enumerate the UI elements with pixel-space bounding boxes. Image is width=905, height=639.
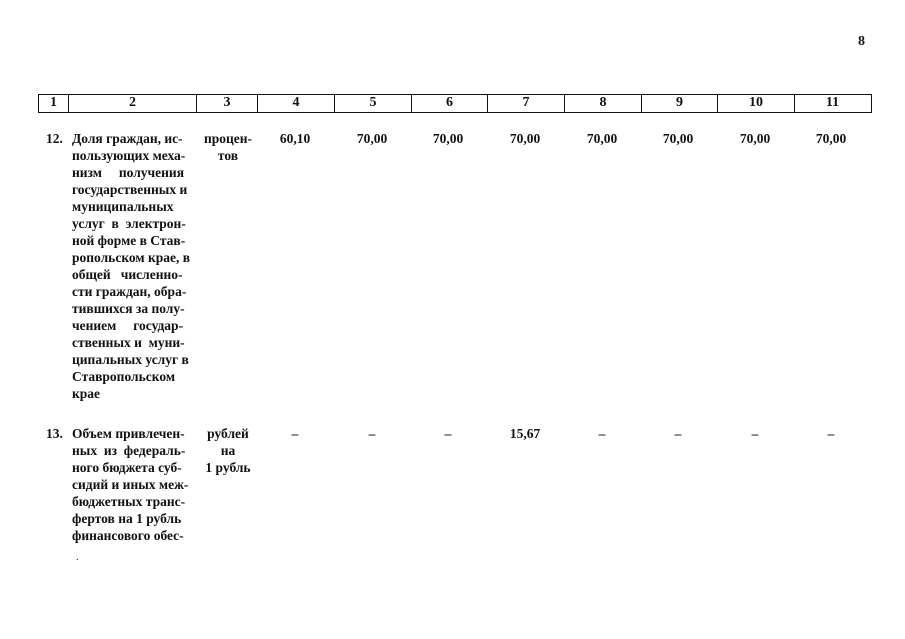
desc-line: ципальных услуг в	[72, 352, 189, 367]
desc-line: сидий и иных меж-	[72, 477, 189, 492]
header-col-1: 1	[50, 95, 57, 110]
desc-line: Ставропольском	[72, 369, 176, 384]
row-12-description	[72, 130, 196, 402]
header-col-9: 9	[641, 95, 717, 112]
row-12-col-7-value: 70,00	[509, 131, 541, 146]
desc-line: чением государ-	[72, 318, 184, 333]
header-col-2: 2	[68, 95, 196, 112]
desc-line: ных из федераль-	[72, 443, 186, 458]
row-12-col-10-value: 70,00	[739, 131, 771, 146]
row-12-col-9-value: 70,00	[662, 131, 694, 146]
header-col-3: 3	[196, 95, 257, 112]
desc-line: тившихся за полу-	[72, 301, 185, 316]
unit-line: процен-	[203, 131, 253, 146]
desc-line: муниципальных	[72, 199, 174, 214]
desc-line: ропольском крае, в	[72, 250, 191, 265]
desc-line: низм получения	[72, 165, 185, 180]
row-13-col-7-value: 15,67	[509, 426, 541, 441]
row-12-col-11-value: 70,00	[815, 131, 847, 146]
desc-line: Доля граждан, ис-	[72, 131, 183, 146]
desc-line: сти граждан, обра-	[72, 284, 187, 299]
desc-line: ной форме в Став-	[72, 233, 186, 248]
row-12-number: 12.	[46, 131, 63, 146]
unit-line: 1 рубль	[205, 460, 251, 475]
desc-line: общей численно-	[72, 267, 183, 282]
desc-line: услуг в электрон-	[72, 216, 186, 231]
unit-line: на	[220, 443, 236, 458]
header-col-11: 11	[794, 95, 870, 112]
desc-line: Объем привлечен-	[72, 426, 185, 441]
row-12-unit	[200, 130, 256, 164]
row-13-col-4-value: –	[291, 426, 299, 441]
desc-line: пользующих меха-	[72, 148, 186, 163]
row-13-number: 13.	[46, 426, 63, 441]
desc-line: ного бюджета суб-	[72, 460, 182, 475]
desc-line: фертов на 1 рубль	[72, 511, 182, 526]
unit-line: рублей	[207, 426, 249, 441]
row-12-col-5-value: 70,00	[356, 131, 388, 146]
header-col-4: 4	[257, 95, 334, 112]
row-13-col-11-value: –	[827, 426, 835, 441]
row-13-unit	[200, 425, 256, 476]
desc-line: финансового обес-	[72, 528, 184, 543]
row-13-col-9-value: –	[674, 426, 682, 441]
header-col-6: 6	[411, 95, 487, 112]
row-13-col-10-value: –	[751, 426, 759, 441]
header-col-8: 8	[564, 95, 641, 112]
column-number-header	[38, 94, 872, 113]
row-13-col-6-value: –	[444, 426, 452, 441]
header-col-5: 5	[334, 95, 411, 112]
row-12-col-4-value: 60,10	[279, 131, 311, 146]
trailing-mark: .	[76, 552, 79, 563]
row-13-col-5-value: –	[368, 426, 376, 441]
row-13-description	[72, 425, 196, 544]
header-col-10: 10	[717, 95, 794, 112]
header-col-7: 7	[487, 95, 564, 112]
unit-line: тов	[217, 148, 239, 163]
desc-line: государственных и	[72, 182, 188, 197]
row-12-col-6-value: 70,00	[432, 131, 464, 146]
row-12-col-8-value: 70,00	[586, 131, 618, 146]
desc-line: бюджетных транс-	[72, 494, 186, 509]
desc-line: крае	[72, 386, 101, 401]
desc-line: ственных и муни-	[72, 335, 185, 350]
row-13-col-8-value: –	[598, 426, 606, 441]
page-number: 8	[858, 34, 865, 49]
